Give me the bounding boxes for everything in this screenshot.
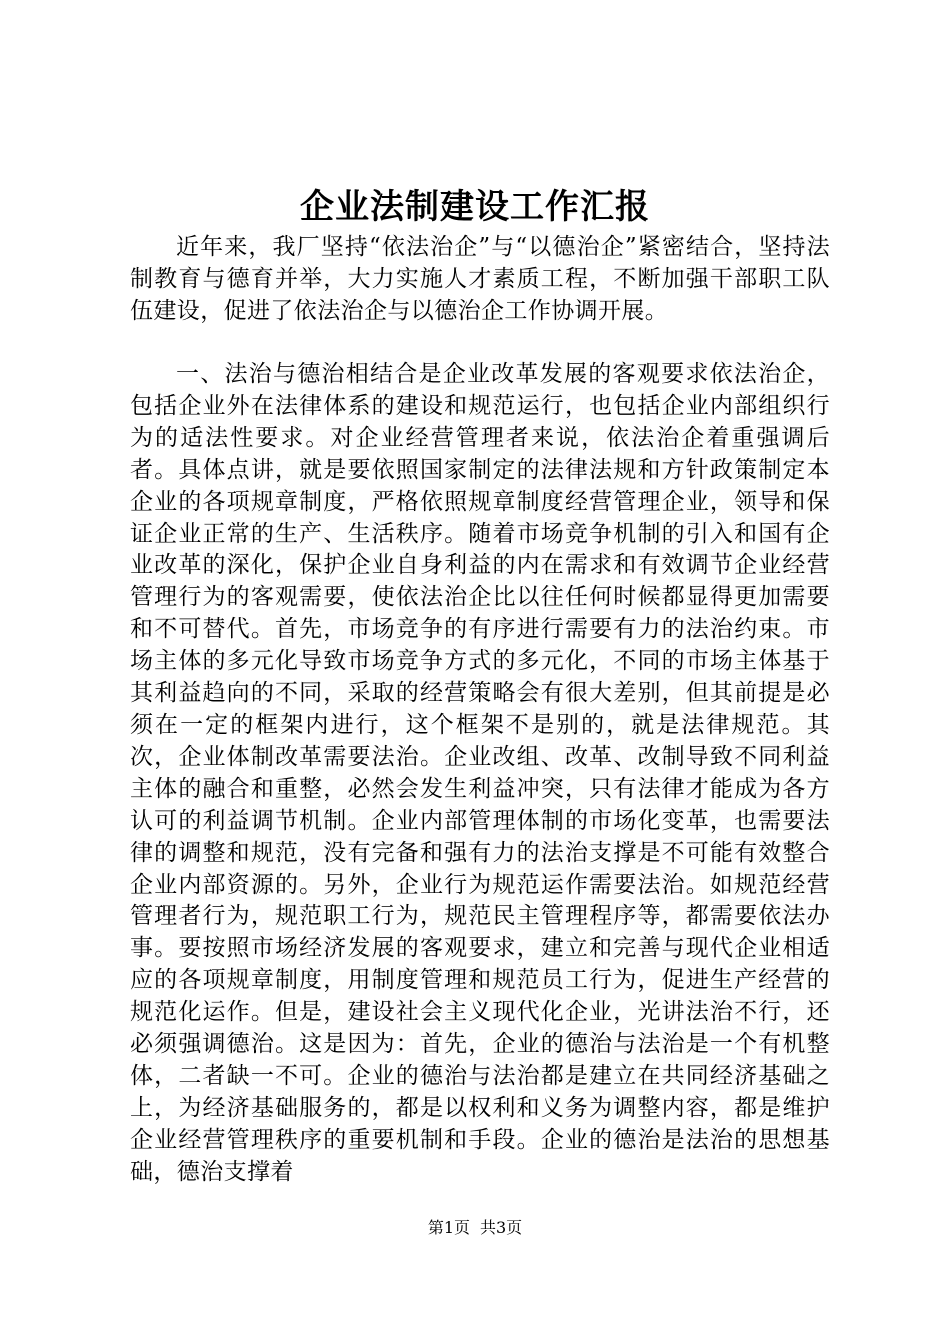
paragraph-block-1	[130, 232, 830, 328]
page-footer	[0, 1217, 950, 1239]
document-title: 企业法制建设工作汇报	[300, 187, 650, 227]
paragraph-intro: 近年来，我厂坚持“依法治企”与“以德治企”紧密结合，坚持法制教育与德育并举，大力实施人才素质工程，不断加强干部职工队伍建设，促进了依法治企与以德治企工作协调开展。	[130, 234, 830, 324]
page-number: 第1页	[427, 1218, 470, 1237]
paragraph-block-2	[130, 359, 830, 1189]
paragraph-section-one: 一、法治与德治相结合是企业改革发展的客观要求依法治企，包括企业外在法律体系的建设和规范运行，也包括企业内部组织行为的适法性要求。对企业经营管理者来说，依法治企着重强调后者。具体点讲，就是要依照国家制定的法律法规和方针政策制定本企业的各项规章制度，严格依照规章制度经营管理企业，领导和保证企业正常的生产、生活秩序。随着市场竞争机制的引入和国有企业改革的深化，保护企业自身利益的内在需求和有效调节企业经营管理行为的客观需要，使依法治企比以往任何时候都显得更加需要和不可替代。首先，市场竞争的有序进行需要有力的法治约束。市场主体的多元化导致市场竞争方式的多元化，不同的市场主体基于其利益趋向的不同，采取的经营策略会有很大差别，但其前提是必须在一定的框架内进行，这个框架不是别的，就是法律规范。其次，企业体制改革需要法治。企业改组、改革、改制导致不同利益主体的融合和重整，必然会发生利益冲突，只有法律才能成为各方认可的利益调节机制。企业内部管理体制的市场化变革，也需要法律的调整和规范，没有完备和强有力的法治支撑是不可能有效整合企业内部资源的。另外，企业行为规范运作需要法治。如规范经营管理者行为，规范职工行为，规范民主管理程序等，都需要依法办事。要按照市场经济发展的客观要求，建立和完善与现代企业相适应的各项规章制度，用制度管理和规范员工行为，促进生产经营的规范化运作。但是，建设社会主义现代化企业，光讲法治不行，还必须强调德治。这是因为：首先，企业的德治与法治是一个有机整体，二者缺一不可。企业的德治与法治都是建立在共同经济基础之上，为经济基础服务的，都是以权利和义务为调整内容，都是维护企业经营管理秩序的重要机制和手段。企业的德治是法治的思想基础，德治支撑着	[130, 361, 830, 1185]
page-total: 共3页	[480, 1218, 523, 1237]
